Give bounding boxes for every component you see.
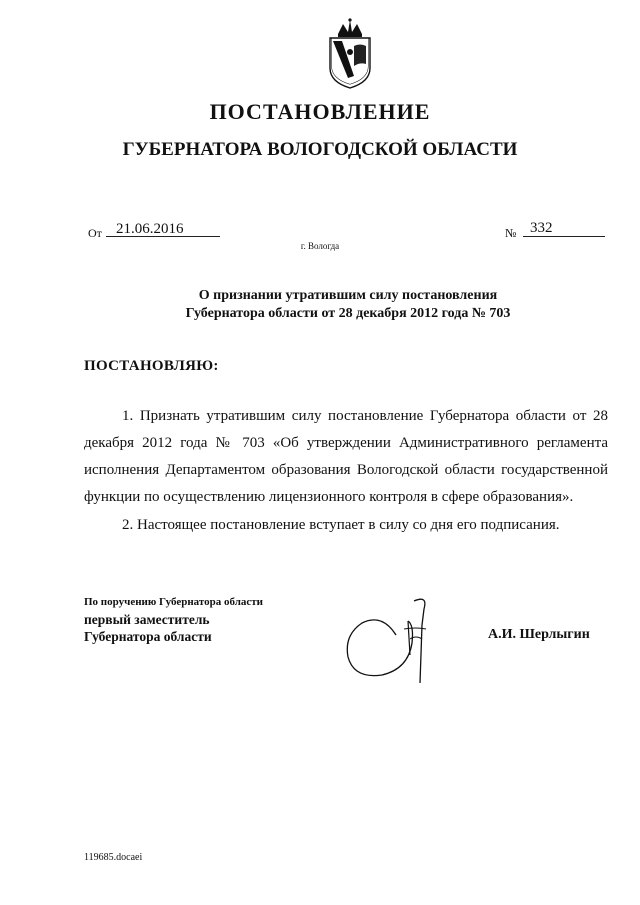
number-underline bbox=[523, 236, 605, 237]
file-code: 119685.docaei bbox=[84, 852, 143, 863]
subject-line-2: Губернатора области от 28 декабря 2012 года № 703 bbox=[185, 306, 511, 321]
handwritten-signature bbox=[338, 595, 438, 685]
document-subject bbox=[0, 287, 640, 323]
coat-of-arms-icon bbox=[324, 16, 376, 90]
city-label: г. Вологда bbox=[300, 241, 340, 251]
document-subtitle: ГУБЕРНАТОРА ВОЛОГОДСКОЙ ОБЛАСТИ bbox=[122, 139, 518, 160]
signature-position-line-1: первый заместитель bbox=[84, 612, 210, 627]
document-body bbox=[84, 403, 608, 539]
decree-word: ПОСТАНОВЛЯЮ: bbox=[84, 358, 219, 374]
signer-name: А.И. Шерлыгин bbox=[488, 627, 590, 642]
date-underline bbox=[106, 236, 220, 237]
subject-line-1: О признании утратившим силу постановления bbox=[198, 288, 498, 303]
document-date: 21.06.2016 bbox=[116, 221, 184, 237]
document-title: ПОСТАНОВЛЕНИЕ bbox=[209, 99, 431, 124]
number-prefix: № bbox=[505, 226, 517, 240]
date-prefix: От bbox=[88, 226, 102, 240]
signature-block bbox=[84, 594, 263, 645]
signature-authority: По поручению Губернатора области bbox=[84, 596, 264, 608]
document-number: 332 bbox=[530, 220, 553, 236]
signature-position-line-2: Губернатора области bbox=[84, 629, 212, 644]
body-paragraph-1: 1. Признать утратившим силу постановление Губернатора области от 28 декабря 2012 года № 703 «Об утверждении Административного регламента исполнения Департаментом образования Вологодской области государственной функции по осуществлению лицензионного контроля в сфере образования». bbox=[84, 408, 608, 505]
body-paragraph-2: 2. Настоящее постановление вступает в силу со дня его подписания. bbox=[122, 517, 560, 533]
